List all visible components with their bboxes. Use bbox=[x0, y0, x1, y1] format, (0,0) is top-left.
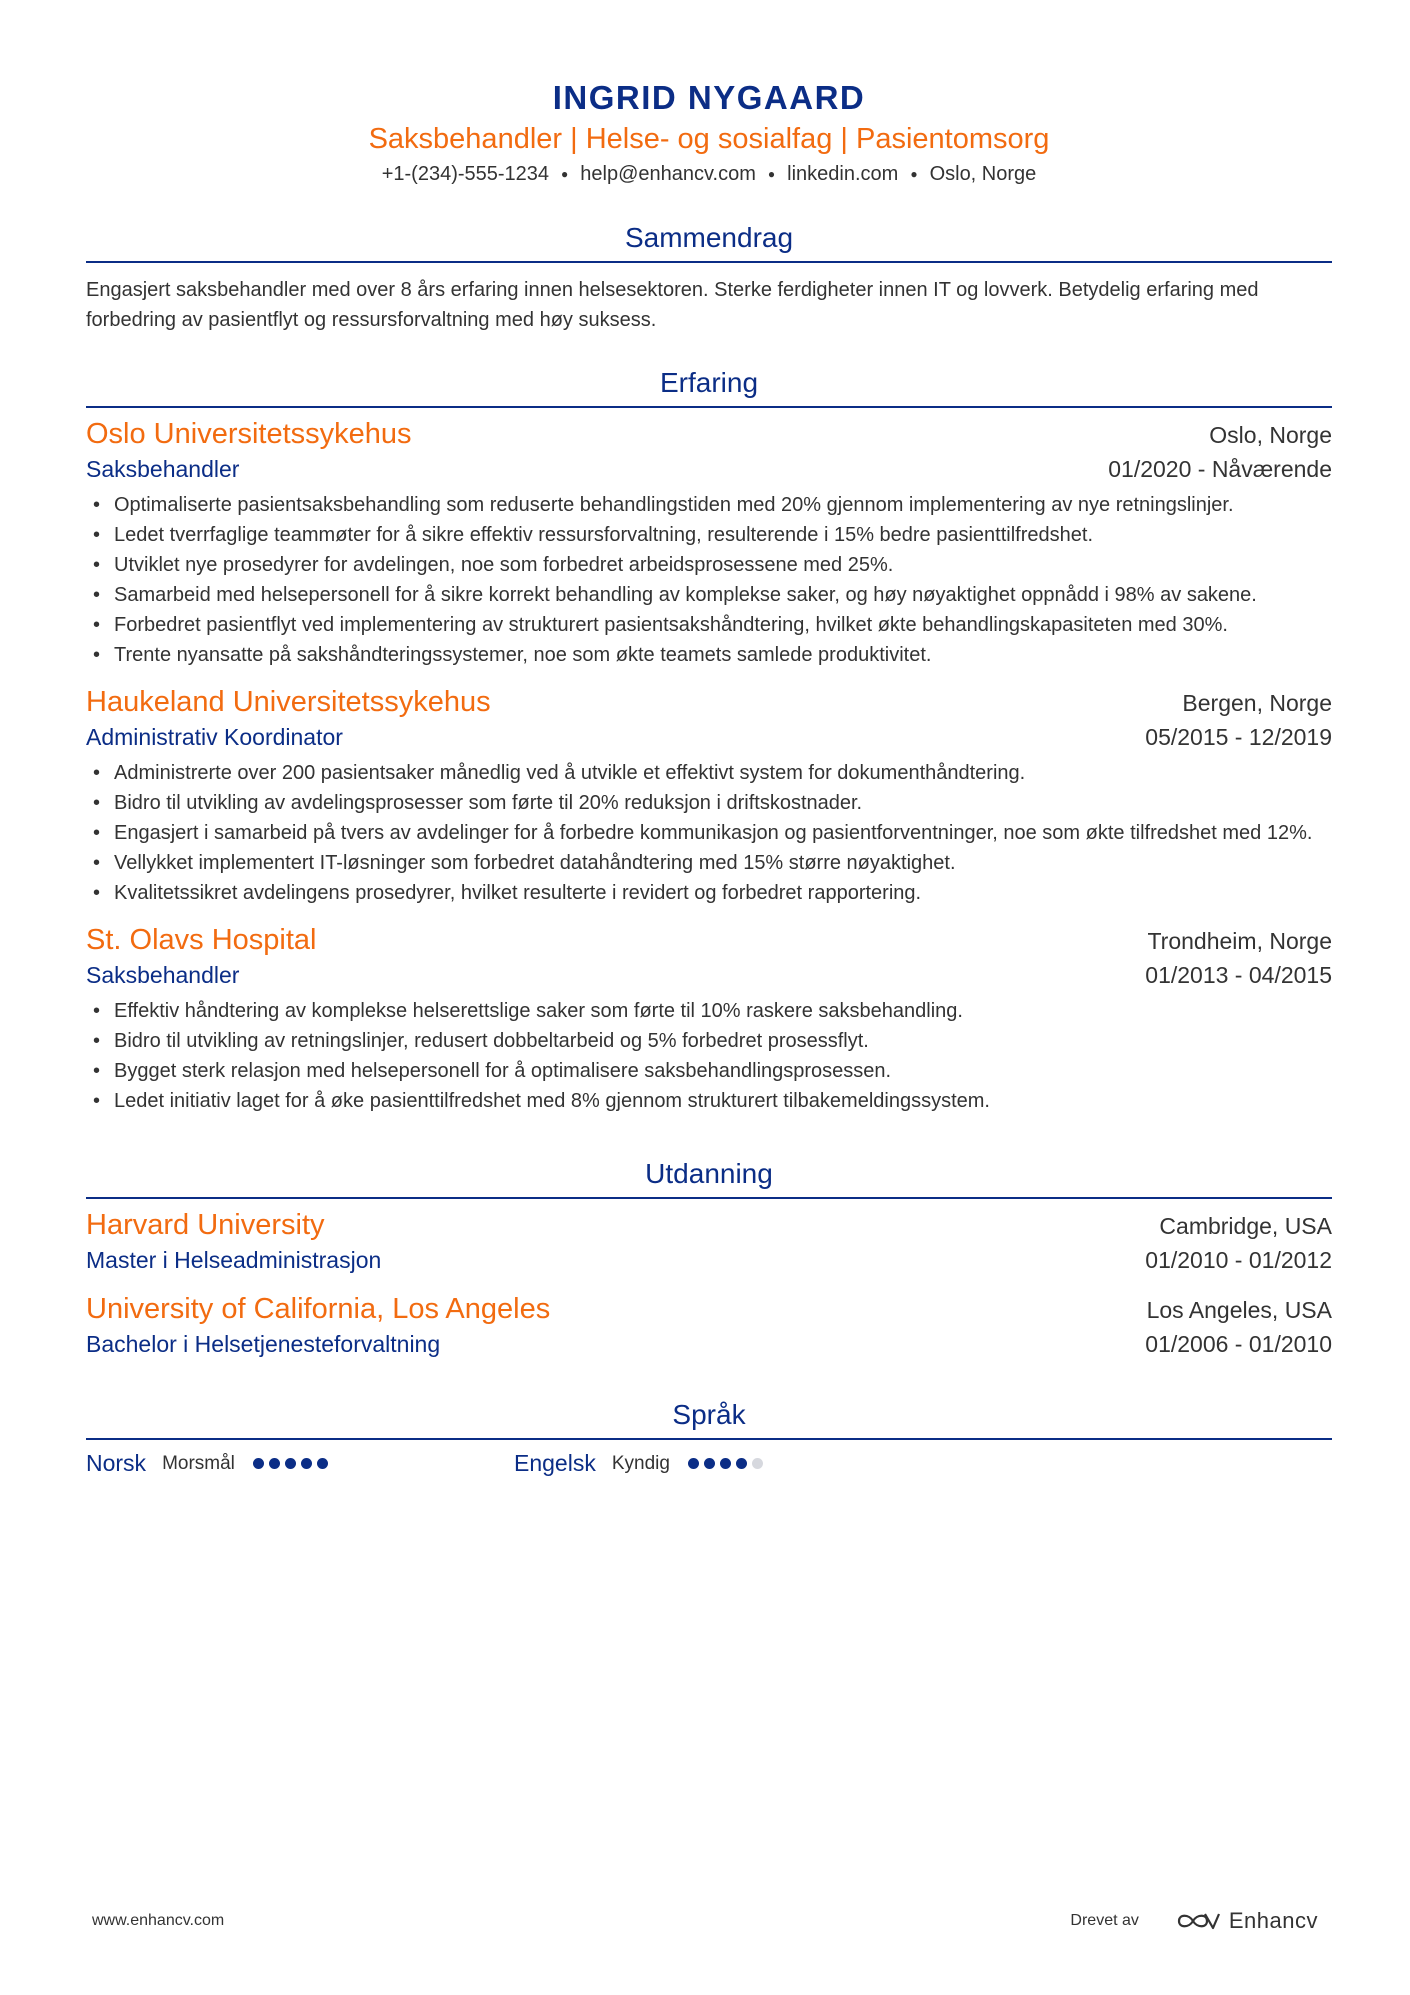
list-item: • Vellykket implementert IT-løsninger som forbedret datahåndtering med 15% større nøyaktighet. bbox=[86, 848, 1332, 878]
degree: Bachelor i Helsetjenesteforvaltning bbox=[86, 1331, 441, 1357]
headline: Saksbehandler | Helse- og sosialfag | Pasientomsorg bbox=[368, 123, 1050, 155]
linkedin-link[interactable]: linkedin.com bbox=[787, 163, 899, 185]
list-item: • Forbedret pasientflyt ved implementering av strukturert pasientsakshåndtering, hvilket økte behandlingskapasiteten med 30%. bbox=[86, 610, 1332, 640]
summary-section bbox=[86, 220, 1332, 335]
proficiency-dots bbox=[688, 1458, 768, 1469]
experience-entry bbox=[86, 922, 1332, 1116]
contact-line bbox=[86, 160, 1332, 190]
candidate-name: INGRID NYGAARD bbox=[552, 79, 866, 116]
list-item: • Engasjert i samarbeid på tvers av avdelinger for å forbedre kommunikasjon og pasientforventninger, noe som økte tilfredshet med 12%. bbox=[86, 818, 1332, 848]
section-title-experience: Erfaring bbox=[659, 367, 759, 398]
employer-name: Oslo Universitetssykehus bbox=[86, 418, 412, 450]
separator-dot-icon: ● bbox=[767, 167, 776, 181]
filled-dot-icon bbox=[253, 1458, 264, 1469]
job-title: Saksbehandler bbox=[86, 962, 240, 988]
degree: Master i Helseadministrasjon bbox=[86, 1247, 382, 1273]
school-location: Los Angeles, USA bbox=[1146, 1297, 1332, 1323]
experience-section bbox=[86, 365, 1332, 1116]
filled-dot-icon bbox=[720, 1458, 731, 1469]
empty-dot-icon bbox=[752, 1458, 763, 1469]
powered-by-label: Drevet av bbox=[1070, 1912, 1139, 1929]
experience-entry bbox=[86, 684, 1332, 908]
enhancv-logo-icon bbox=[1175, 1909, 1221, 1933]
section-divider bbox=[86, 406, 1332, 408]
brand-name: Enhancv bbox=[1228, 1908, 1318, 1933]
separator-dot-icon: ● bbox=[561, 167, 569, 181]
section-title-education: Utdanning bbox=[645, 1158, 773, 1189]
filled-dot-icon bbox=[317, 1458, 328, 1469]
location: Oslo, Norge bbox=[929, 163, 1037, 185]
filled-dot-icon bbox=[704, 1458, 715, 1469]
language-level: Morsmål bbox=[162, 1452, 235, 1474]
powered-by bbox=[1070, 1908, 1318, 1934]
filled-dot-icon bbox=[736, 1458, 747, 1469]
job-location: Trondheim, Norge bbox=[1147, 928, 1332, 954]
list-item: • Effektiv håndtering av komplekse helserettslige saker som førte til 10% raskere saksbehandling. bbox=[86, 996, 1332, 1026]
proficiency-dots bbox=[253, 1458, 333, 1469]
experience-entry bbox=[86, 416, 1332, 670]
education-entry bbox=[86, 1207, 1332, 1277]
language-level: Kyndig bbox=[611, 1452, 670, 1474]
education-section bbox=[86, 1156, 1332, 1361]
list-item: • Kvalitetssikret avdelingens prosedyrer, hvilket resulterte i revidert og forbedret rapportering. bbox=[86, 878, 1332, 908]
filled-dot-icon bbox=[285, 1458, 296, 1469]
resume-page bbox=[86, 78, 1332, 1477]
section-divider bbox=[86, 1438, 1332, 1440]
language-item bbox=[86, 1450, 514, 1477]
list-item: • Bidro til utvikling av avdelingsprosesser som førte til 20% reduksjon i driftskostnader. bbox=[86, 788, 1332, 818]
list-item: • Ledet tverrfaglige teammøter for å sikre effektiv ressursforvaltning, resulterende i 15% bedre pasienttilfredshet. bbox=[86, 520, 1332, 550]
resume-header bbox=[86, 78, 1332, 190]
filled-dot-icon bbox=[688, 1458, 699, 1469]
school-name: Harvard University bbox=[86, 1209, 325, 1241]
section-title-summary: Sammendrag bbox=[624, 222, 794, 253]
list-item: • Bygget sterk relasjon med helsepersonell for å optimalisere saksbehandlingsprosessen. bbox=[86, 1056, 1332, 1086]
job-title: Administrativ Koordinator bbox=[86, 724, 343, 750]
section-title-languages: Språk bbox=[672, 1399, 746, 1430]
list-item: • Bidro til utvikling av retningslinjer, redusert dobbeltarbeid og 5% forbedret prosessflyt. bbox=[86, 1026, 1332, 1056]
study-dates: 01/2006 - 01/2010 bbox=[1145, 1331, 1332, 1357]
language-name: Engelsk bbox=[514, 1450, 596, 1476]
email-link[interactable]: help@enhancv.com bbox=[580, 163, 756, 185]
footer bbox=[92, 1908, 1318, 1934]
language-item bbox=[514, 1450, 942, 1477]
education-entry bbox=[86, 1291, 1332, 1361]
filled-dot-icon bbox=[301, 1458, 312, 1469]
school-name: University of California, Los Angeles bbox=[86, 1293, 551, 1325]
study-dates: 01/2010 - 01/2012 bbox=[1145, 1247, 1332, 1273]
list-item: • Optimaliserte pasientsaksbehandling som reduserte behandlingstiden med 20% gjennom implementering av nye retningslinjer. bbox=[86, 490, 1332, 520]
language-list bbox=[86, 1450, 1332, 1477]
achievement-list bbox=[86, 490, 1332, 670]
section-divider bbox=[86, 261, 1332, 263]
achievement-list bbox=[86, 758, 1332, 908]
summary-text: Engasjert saksbehandler med over 8 års erfaring innen helsesektoren. Sterke ferdigheter innen IT og lovverk. Betydelig erfaring med forbedring av pasientflyt og ressursforvaltning med høy suksess. bbox=[86, 279, 1259, 331]
footer-url-link[interactable]: www.enhancv.com bbox=[92, 1912, 225, 1929]
phone: +1-(234)-555-1234 bbox=[381, 163, 550, 185]
brand-logo[interactable] bbox=[1175, 1908, 1318, 1934]
job-title: Saksbehandler bbox=[86, 456, 240, 482]
language-name: Norsk bbox=[86, 1450, 147, 1476]
languages-section bbox=[86, 1397, 1332, 1477]
list-item: • Administrerte over 200 pasientsaker månedlig ved å utvikle et effektivt system for dokumenthåndtering. bbox=[86, 758, 1332, 788]
filled-dot-icon bbox=[269, 1458, 280, 1469]
list-item: • Utviklet nye prosedyrer for avdelingen, noe som forbedret arbeidsprosessene med 25%. bbox=[86, 550, 1332, 580]
employer-name: Haukeland Universitetssykehus bbox=[86, 686, 491, 718]
job-location: Bergen, Norge bbox=[1182, 690, 1332, 716]
job-dates: 01/2020 - Nåværende bbox=[1108, 456, 1332, 482]
achievement-list bbox=[86, 996, 1332, 1116]
separator-dot-icon: ● bbox=[910, 167, 918, 181]
section-divider bbox=[86, 1197, 1332, 1199]
list-item: • Samarbeid med helsepersonell for å sikre korrekt behandling av komplekse saker, og høy nøyaktighet oppnådd i 98% av sakene. bbox=[86, 580, 1332, 610]
job-dates: 01/2013 - 04/2015 bbox=[1145, 962, 1332, 988]
list-item: • Trente nyansatte på sakshåndteringssystemer, noe som økte teamets samlede produktivitet. bbox=[86, 640, 1332, 670]
list-item: • Ledet initiativ laget for å øke pasienttilfredshet med 8% gjennom strukturert tilbakemeldingssystem. bbox=[86, 1086, 1332, 1116]
job-location: Oslo, Norge bbox=[1209, 422, 1332, 448]
school-location: Cambridge, USA bbox=[1159, 1213, 1332, 1239]
job-dates: 05/2015 - 12/2019 bbox=[1145, 724, 1332, 750]
employer-name: St. Olavs Hospital bbox=[86, 924, 317, 956]
